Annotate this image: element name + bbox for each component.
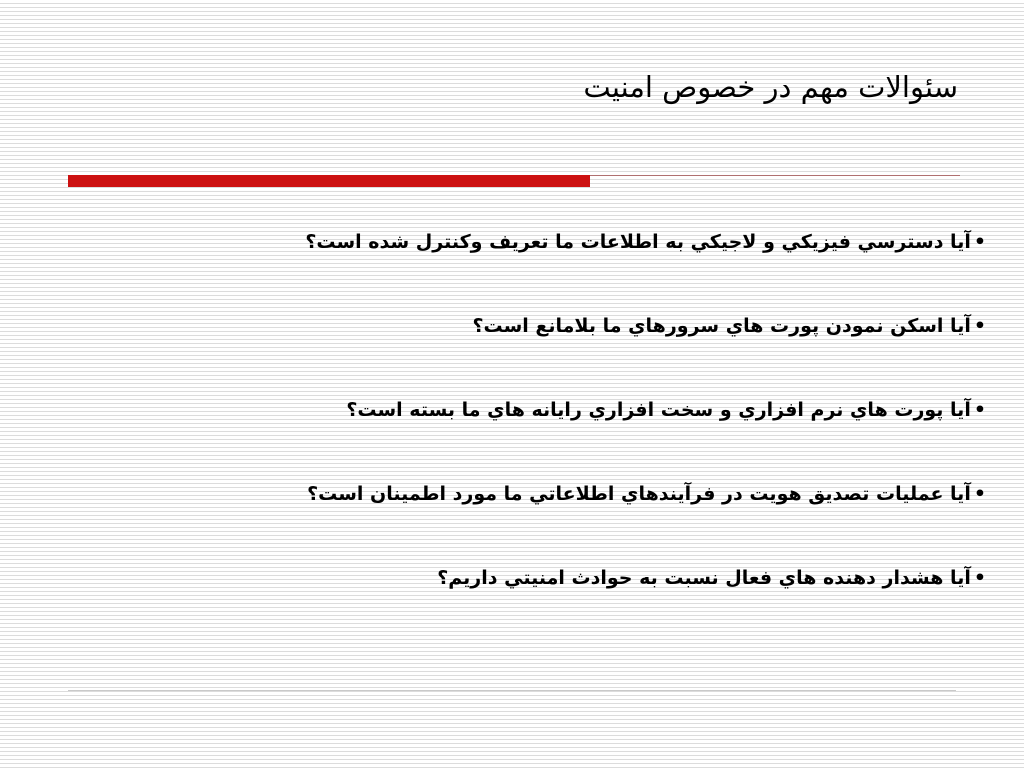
bullet-point-icon: •	[973, 567, 986, 589]
bullet-item	[66, 386, 986, 470]
bullet-item	[66, 302, 986, 386]
footer-divider	[68, 690, 956, 691]
bullet-point-icon: •	[973, 315, 986, 337]
bullet-text: آيا دسترسي فيزيكي و لاجيكي به اطلاعات ما تعريف وكنترل شده است؟	[305, 231, 971, 253]
title-accent-bar	[68, 175, 590, 187]
bullet-item	[66, 470, 986, 554]
bullet-item	[66, 218, 986, 302]
bullet-text: آيا عمليات تصديق هويت در فرآيندهاي اطلاعاتي ما مورد اطمينان است؟	[307, 483, 971, 505]
bullet-text: آيا هشدار دهنده هاي فعال نسبت به حوادث امنيتي داريم؟	[437, 567, 971, 589]
bullet-point-icon: •	[973, 483, 986, 505]
bullet-item	[66, 554, 986, 638]
bullet-text: آيا پورت هاي نرم افزاري و سخت افزاري رايانه هاي ما بسته است؟	[346, 399, 971, 421]
title-accent-line	[590, 175, 960, 176]
bullet-list	[66, 218, 986, 638]
bullet-text: آيا اسكن نمودن پورت هاي سرورهاي ما بلامانع است؟	[472, 315, 971, 337]
slide-title: سئوالات مهم در خصوص امنيت	[583, 70, 958, 104]
bullet-point-icon: •	[973, 399, 986, 421]
bullet-point-icon: •	[973, 231, 986, 253]
